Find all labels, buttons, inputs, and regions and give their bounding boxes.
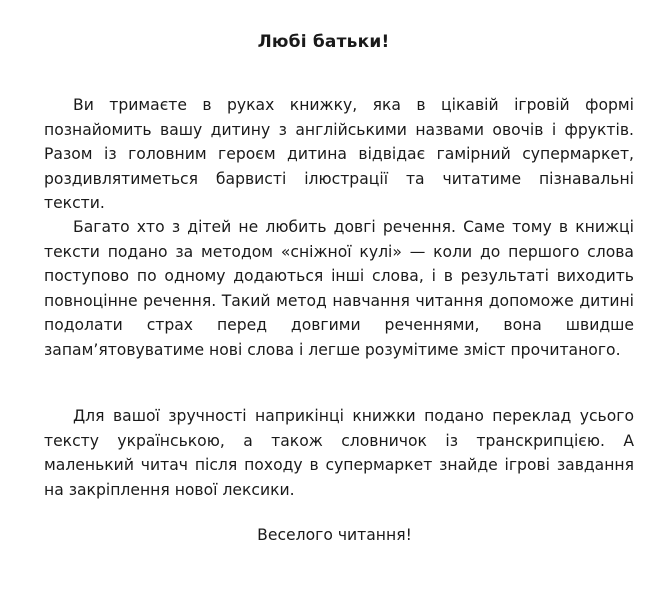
paragraph-convenience	[44, 404, 634, 502]
paragraph-intro	[44, 93, 634, 216]
paragraph-text: Багато хто з дітей не любить довгі речення. Саме тому в книжці тексти подано за методом «снiжної кулі» — коли до першого слова поступово по одному додаються інші слова, і в результаті виходить повноцінне речення. Такий метод навчання читання допоможе дитині подолати страх перед довгими реченнями, вона швидше запам’ятовуватиме нові слова і легше розумітиме зміст прочитаного.	[44, 218, 634, 359]
page-heading: Любі батьки!	[257, 32, 390, 52]
signoff-text: Веселого читання!	[257, 526, 412, 544]
paragraph-text: Для вашої зручності наприкінці книжки подано переклад усього тексту українською, а також словничок із транскрипцією. А маленький читач після походу в супермаркет знайде ігрові завдання на закріплення нової лексики.	[44, 407, 634, 499]
paragraph-method	[44, 215, 634, 362]
paragraph-text: Ви тримаєте в руках книжку, яка в цікавій ігровій формі познайомить вашу дитину з англійськими назвами овочів і фруктів. Разом із головним героєм дитина відвідає гамірний супермаркет, роздивлятиметься барвисті ілюстрації та читатиме пізнавальні тексти.	[44, 96, 634, 212]
